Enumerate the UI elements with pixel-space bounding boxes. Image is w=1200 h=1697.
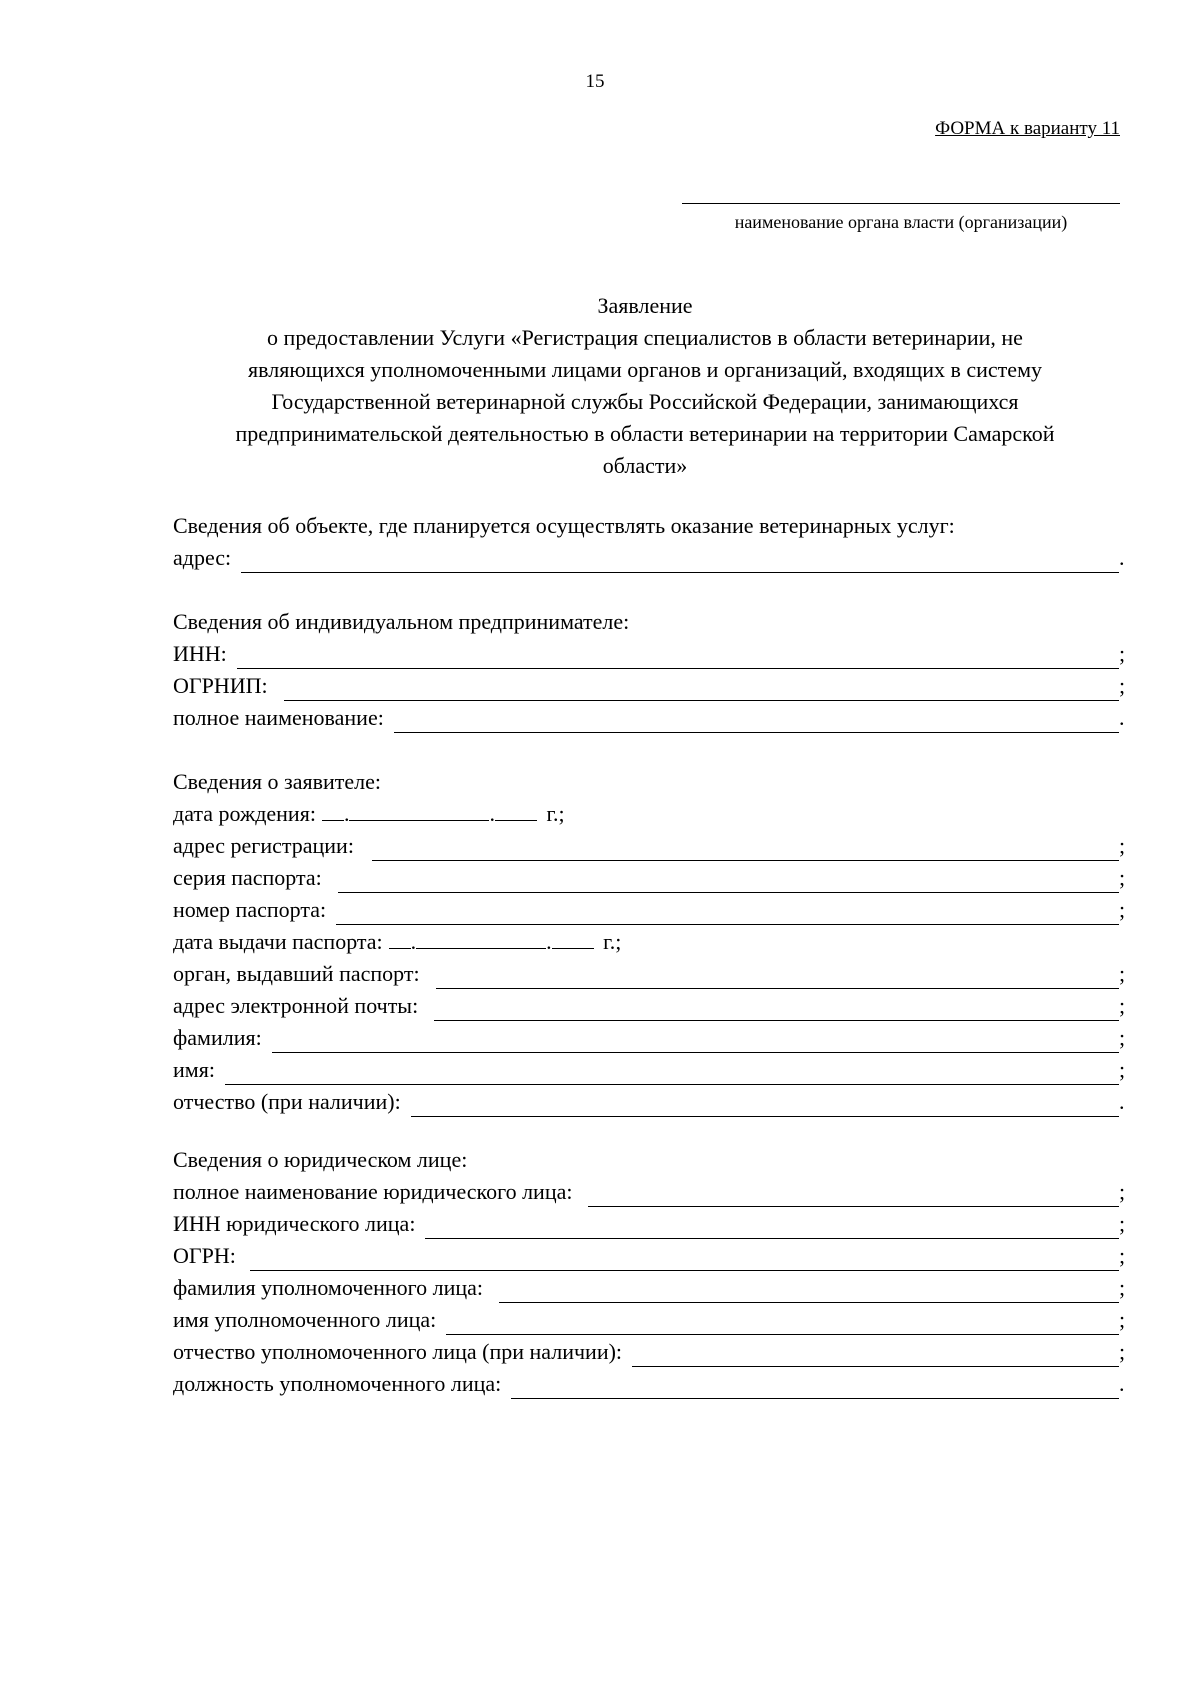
registration-address-field[interactable] bbox=[372, 838, 1119, 861]
applicant-section bbox=[173, 766, 1127, 1118]
passport-number-field[interactable] bbox=[336, 902, 1119, 925]
field-terminator: ; bbox=[1119, 1211, 1126, 1236]
rep-last-name-field[interactable] bbox=[499, 1280, 1119, 1303]
field-label: серия паспорта: bbox=[173, 865, 322, 890]
form-row bbox=[173, 542, 1127, 574]
date-suffix: г.; bbox=[603, 929, 622, 954]
field-label: должность уполномоченного лица: bbox=[173, 1371, 502, 1396]
field-label: имя уполномоченного лица: bbox=[173, 1307, 437, 1332]
section-heading: Сведения о заявителе: bbox=[173, 769, 382, 794]
field-label: отчество уполномоченного лица (при наличии): bbox=[173, 1339, 623, 1364]
ogrn-field[interactable] bbox=[250, 1248, 1119, 1271]
email-field[interactable] bbox=[434, 998, 1119, 1021]
field-terminator: ; bbox=[1119, 641, 1126, 666]
rep-position-field[interactable] bbox=[511, 1376, 1119, 1399]
date-separator: . bbox=[546, 929, 552, 954]
first-name-field[interactable] bbox=[225, 1062, 1119, 1085]
form-row bbox=[173, 862, 1127, 894]
rep-first-name-field[interactable] bbox=[446, 1312, 1119, 1335]
field-terminator: ; bbox=[1119, 1243, 1126, 1268]
field-terminator: ; bbox=[1119, 897, 1126, 922]
ip-section bbox=[173, 606, 1127, 734]
title-line: области» bbox=[602, 453, 688, 478]
form-row bbox=[173, 1240, 1127, 1272]
form-row bbox=[173, 1086, 1127, 1118]
form-row bbox=[173, 1368, 1127, 1400]
field-label: ОГРНИП: bbox=[173, 673, 268, 698]
field-terminator: ; bbox=[1119, 1179, 1126, 1204]
form-row bbox=[173, 958, 1127, 990]
field-terminator: ; bbox=[1119, 1025, 1126, 1050]
form-row bbox=[173, 894, 1127, 926]
form-reference: ФОРМА к варианту 11 bbox=[935, 118, 1120, 139]
form-row bbox=[173, 830, 1127, 862]
field-label: адрес электронной почты: bbox=[173, 993, 419, 1018]
form-row bbox=[173, 702, 1127, 734]
field-label: орган, выдавший паспорт: bbox=[173, 961, 420, 986]
field-label: имя: bbox=[173, 1057, 215, 1082]
field-terminator: . bbox=[1119, 1371, 1125, 1396]
field-terminator: ; bbox=[1119, 1057, 1126, 1082]
org-name-caption: наименование органа власти (организации) bbox=[734, 212, 1068, 232]
field-label: адрес: bbox=[173, 545, 232, 570]
section-heading: Сведения о юридическом лице: bbox=[173, 1147, 468, 1172]
page-number: 15 bbox=[585, 71, 605, 92]
form-row bbox=[173, 990, 1127, 1022]
inn-field[interactable] bbox=[237, 646, 1119, 669]
field-label: ОГРН: bbox=[173, 1243, 236, 1268]
field-terminator: ; bbox=[1119, 865, 1126, 890]
title-line: являющихся уполномоченными лицами органов и организаций, входящих в систему bbox=[248, 357, 1042, 382]
address-field[interactable] bbox=[241, 550, 1119, 573]
patronymic-field[interactable] bbox=[411, 1094, 1119, 1117]
form-row bbox=[173, 638, 1127, 670]
field-terminator: ; bbox=[1119, 1307, 1126, 1332]
field-terminator: ; bbox=[1119, 1275, 1126, 1300]
field-label: ИНН: bbox=[173, 641, 227, 666]
field-terminator: . bbox=[1119, 705, 1125, 730]
birth-day-field[interactable] bbox=[322, 802, 344, 821]
title-heading: Заявление bbox=[597, 293, 693, 318]
field-terminator: ; bbox=[1119, 961, 1126, 986]
document-title bbox=[150, 290, 1140, 482]
form-row bbox=[173, 1272, 1127, 1304]
form-row bbox=[173, 798, 1127, 830]
field-label: дата выдачи паспорта: bbox=[173, 929, 383, 954]
form-row bbox=[173, 926, 1127, 958]
last-name-field[interactable] bbox=[272, 1030, 1119, 1053]
passport-issuer-field[interactable] bbox=[436, 966, 1119, 989]
field-terminator: ; bbox=[1119, 1339, 1126, 1364]
field-terminator: ; bbox=[1119, 673, 1126, 698]
date-separator: . bbox=[410, 929, 417, 954]
field-label: ИНН юридического лица: bbox=[173, 1211, 416, 1236]
legal-inn-field[interactable] bbox=[425, 1216, 1119, 1239]
date-suffix: г.; bbox=[546, 801, 565, 826]
birth-month-field[interactable] bbox=[349, 802, 489, 821]
title-line: о предоставлении Услуги «Регистрация специалистов в области ветеринарии, не bbox=[267, 325, 1023, 350]
date-separator: . bbox=[489, 801, 495, 826]
title-line: предпринимательской деятельностью в области ветеринарии на территории Самарской bbox=[235, 421, 1055, 446]
form-row bbox=[173, 1208, 1127, 1240]
birth-year-field[interactable] bbox=[495, 802, 537, 821]
form-row bbox=[173, 1022, 1127, 1054]
form-row bbox=[173, 1336, 1127, 1368]
field-label: номер паспорта: bbox=[173, 897, 327, 922]
title-line: Государственной ветеринарной службы Российской Федерации, занимающихся bbox=[271, 389, 1019, 414]
issue-year-field[interactable] bbox=[552, 930, 594, 949]
field-label: адрес регистрации: bbox=[173, 833, 354, 858]
field-label: отчество (при наличии): bbox=[173, 1089, 401, 1114]
form-row bbox=[173, 670, 1127, 702]
org-name-field[interactable] bbox=[682, 203, 1120, 204]
field-label: полное наименование юридического лица: bbox=[173, 1179, 573, 1204]
ip-full-name-field[interactable] bbox=[394, 710, 1119, 733]
field-label: дата рождения: bbox=[173, 801, 316, 826]
legal-entity-section bbox=[173, 1144, 1127, 1400]
object-section bbox=[173, 510, 1127, 574]
form-row bbox=[173, 1054, 1127, 1086]
ogrnip-field[interactable] bbox=[284, 678, 1119, 701]
form-row bbox=[173, 1304, 1127, 1336]
section-heading: Сведения об индивидуальном предпринимателе: bbox=[173, 609, 630, 634]
issue-day-field[interactable] bbox=[389, 930, 411, 949]
date-separator: . bbox=[343, 801, 350, 826]
legal-full-name-field[interactable] bbox=[588, 1184, 1119, 1207]
field-label: фамилия уполномоченного лица: bbox=[173, 1275, 484, 1300]
field-label: фамилия: bbox=[173, 1025, 262, 1050]
field-terminator: ; bbox=[1119, 993, 1126, 1018]
field-label: полное наименование: bbox=[173, 705, 384, 730]
field-terminator: . bbox=[1119, 1089, 1125, 1114]
section-heading: Сведения об объекте, где планируется осуществлять оказание ветеринарных услуг: bbox=[173, 513, 955, 538]
form-row bbox=[173, 1176, 1127, 1208]
issue-month-field[interactable] bbox=[416, 930, 546, 949]
passport-series-field[interactable] bbox=[338, 870, 1119, 893]
rep-patronymic-field[interactable] bbox=[632, 1344, 1119, 1367]
field-terminator: . bbox=[1119, 545, 1125, 570]
field-terminator: ; bbox=[1119, 833, 1126, 858]
